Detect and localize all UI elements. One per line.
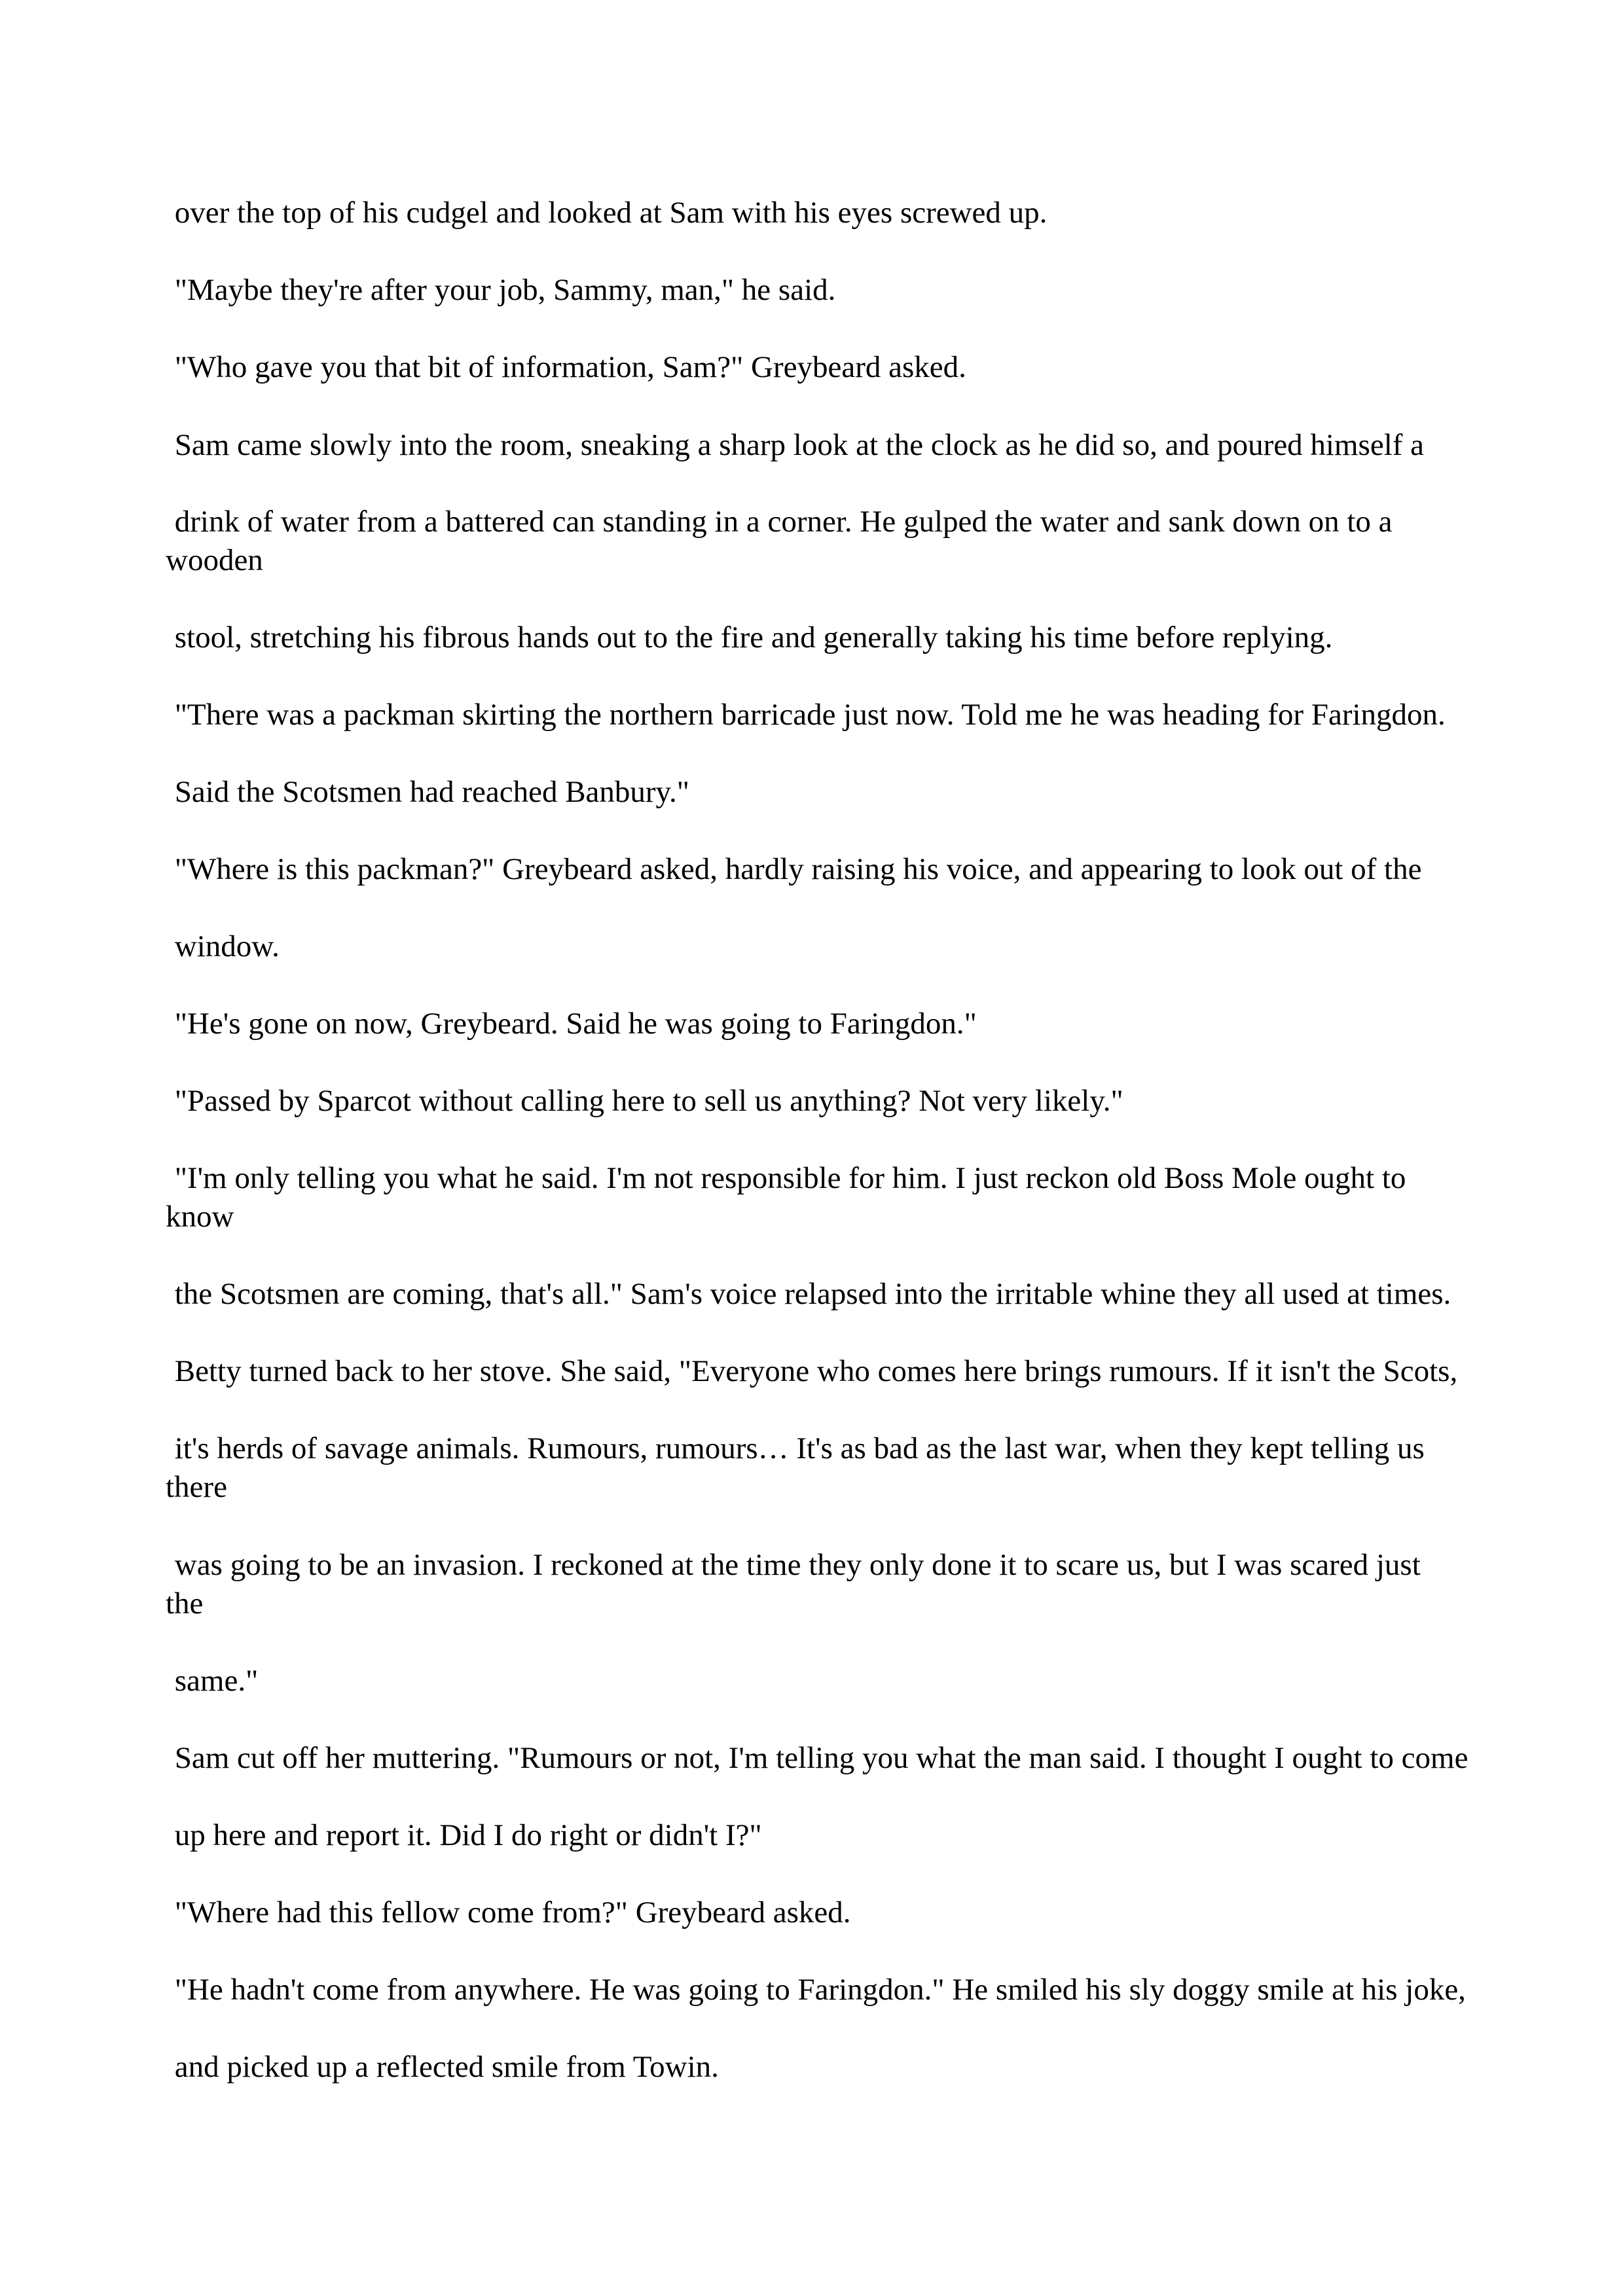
text-line: "Where is this packman?" Greybeard asked, hardly raising his voice, and appearing to look out of the [167,852,1422,886]
text-line: up here and report it. Did I do right or didn't I?" [167,1818,762,1852]
text-line: stool, stretching his fibrous hands out to the fire and generally taking his time before replying. [167,620,1333,655]
text-line: window. [167,929,280,963]
text-line: "Passed by Sparcot without calling here to sell us anything? Not very likely." [167,1084,1123,1118]
text-line: same." [167,1664,259,1698]
text-line: Said the Scotsmen had reached Banbury." [167,775,689,809]
text-line-wrap: there [166,1470,227,1504]
text-line: was going to be an invasion. I reckoned at the time they only done it to scare us, but I was scared just [167,1548,1421,1582]
text-line: "He hadn't come from anywhere. He was going to Faringdon." He smiled his sly doggy smile at his joke, [167,1973,1466,2007]
text-line: "Who gave you that bit of information, Sam?" Greybeard asked. [167,350,966,384]
text-line: "He's gone on now, Greybeard. Said he was going to Faringdon." [167,1007,977,1041]
text-line: "Maybe they're after your job, Sammy, man," he said. [167,273,836,307]
text-line: and picked up a reflected smile from Towin. [167,2050,719,2084]
text-line: Sam cut off her muttering. "Rumours or not, I'm telling you what the man said. I thought I ought to come [167,1741,1468,1775]
text-line: over the top of his cudgel and looked at Sam with his eyes screwed up. [167,196,1048,230]
text-line: drink of water from a battered can standing in a corner. He gulped the water and sank down on to a [167,505,1393,539]
text-line-wrap: the [166,1587,204,1621]
text-line: Sam came slowly into the room, sneaking a sharp look at the clock as he did so, and poured himself a [167,428,1425,462]
text-line-wrap: know [166,1200,234,1234]
text-line: "Where had this fellow come from?" Greybeard asked. [167,1895,851,1929]
text-line: the Scotsmen are coming, that's all." Sam's voice relapsed into the irritable whine they all used at times. [167,1277,1451,1311]
text-line: it's herds of savage animals. Rumours, rumours… It's as bad as the last war, when they kept telling us [167,1431,1425,1465]
text-line: Betty turned back to her stove. She said, "Everyone who comes here brings rumours. If it isn't the Scots, [167,1354,1458,1388]
text-line: "I'm only telling you what he said. I'm not responsible for him. I just reckon old Boss Mole ought to [167,1161,1406,1195]
text-line-wrap: wooden [166,543,263,577]
text-line: "There was a packman skirting the northern barricade just now. Told me he was heading for Faringdon. [167,698,1446,732]
